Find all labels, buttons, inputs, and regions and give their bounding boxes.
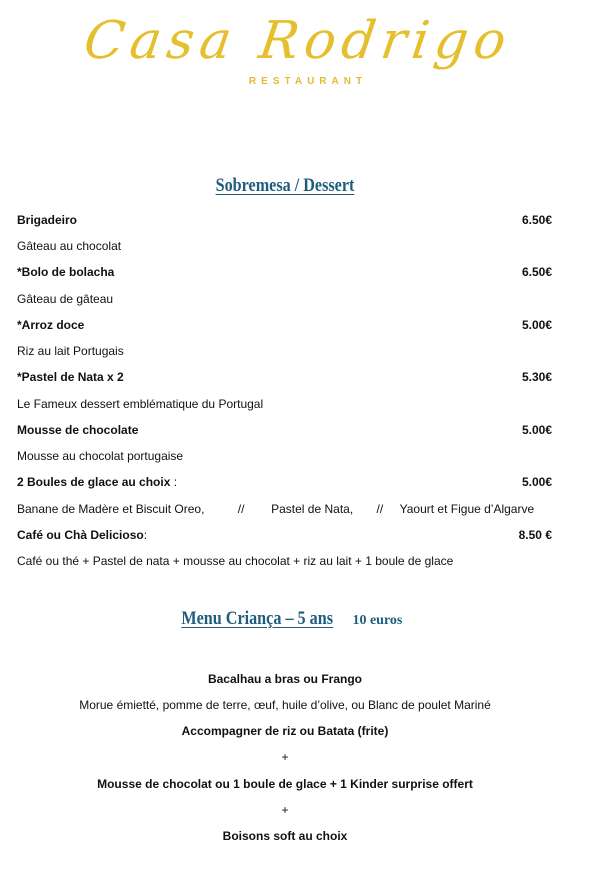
kids-menu-header — [0, 608, 570, 630]
kids-main-dish-description: Morue émietté, pomme de terre, œuf, huile d’olive, ou Blanc de poulet Mariné — [79, 698, 491, 712]
menu-item-bolo-de-bolacha — [17, 264, 552, 280]
menu-item-mousse-de-chocolate — [17, 422, 552, 438]
item-price: 5.00€ — [521, 318, 552, 332]
plus-separator: + — [281, 803, 289, 817]
kids-drink: Boisons soft au choix — [222, 829, 348, 843]
item-description: Gâteau de gâteau — [17, 292, 114, 306]
menu-item-pastel-de-nata — [17, 369, 552, 385]
item-name: Mousse de chocolate — [17, 423, 139, 437]
item-price: 6.50€ — [521, 265, 552, 279]
item-price: 5.00€ — [521, 423, 552, 437]
menu-item-cafe-ou-cha — [17, 527, 552, 543]
restaurant-logo — [0, 6, 608, 87]
kids-side-dish: Accompagner de riz ou Batata (frite) — [181, 724, 389, 738]
item-name: Café ou Chà Delicioso — [17, 528, 144, 542]
logo-subtitle: RESTAURANT — [248, 76, 368, 87]
item-colon: : — [170, 475, 178, 489]
kids-main-dish: Bacalhau a bras ou Frango — [207, 672, 363, 686]
item-name: 2 Boules de glace au choix — [17, 475, 171, 489]
menu-item-arroz-doce — [17, 317, 552, 333]
kids-menu-price: 10 euros — [352, 613, 403, 628]
item-name: *Pastel de Nata x 2 — [17, 370, 124, 384]
kids-menu-title: Menu Criança – 5 ans — [180, 608, 333, 629]
item-description: Café ou thé + Pastel de nata + mousse au chocolat + riz au lait + 1 boule de glace — [17, 554, 454, 568]
item-colon: : — [143, 528, 148, 542]
dessert-section-title: Sobremesa / Dessert — [215, 175, 355, 196]
item-description: Mousse au chocolat portugaise — [17, 449, 184, 463]
menu-item-brigadeiro — [17, 212, 552, 228]
item-description: Banane de Madère et Biscuit Oreo, // Pastel de Nata, // Yaourt et Figue d’Algarve — [17, 502, 535, 516]
item-price: 8.50 € — [518, 528, 552, 542]
item-price: 6.50€ — [521, 213, 552, 227]
item-description: Le Fameux dessert emblématique du Portugal — [17, 397, 264, 411]
kids-dessert: Mousse de chocolat ou 1 boule de glace + 1 Kinder surprise offert — [97, 777, 473, 791]
item-description: Riz au lait Portugais — [17, 344, 124, 358]
item-name: *Arroz doce — [17, 318, 85, 332]
plus-separator: + — [281, 750, 289, 764]
item-name: Brigadeiro — [17, 213, 78, 227]
item-description: Gâteau au chocolat — [17, 239, 122, 253]
item-name: *Bolo de bolacha — [17, 265, 115, 279]
logo-script-name: Casa Rodrigo — [80, 11, 516, 71]
menu-item-boules-de-glace — [17, 474, 552, 490]
item-price: 5.30€ — [521, 370, 552, 384]
item-price: 5.00€ — [521, 475, 552, 489]
